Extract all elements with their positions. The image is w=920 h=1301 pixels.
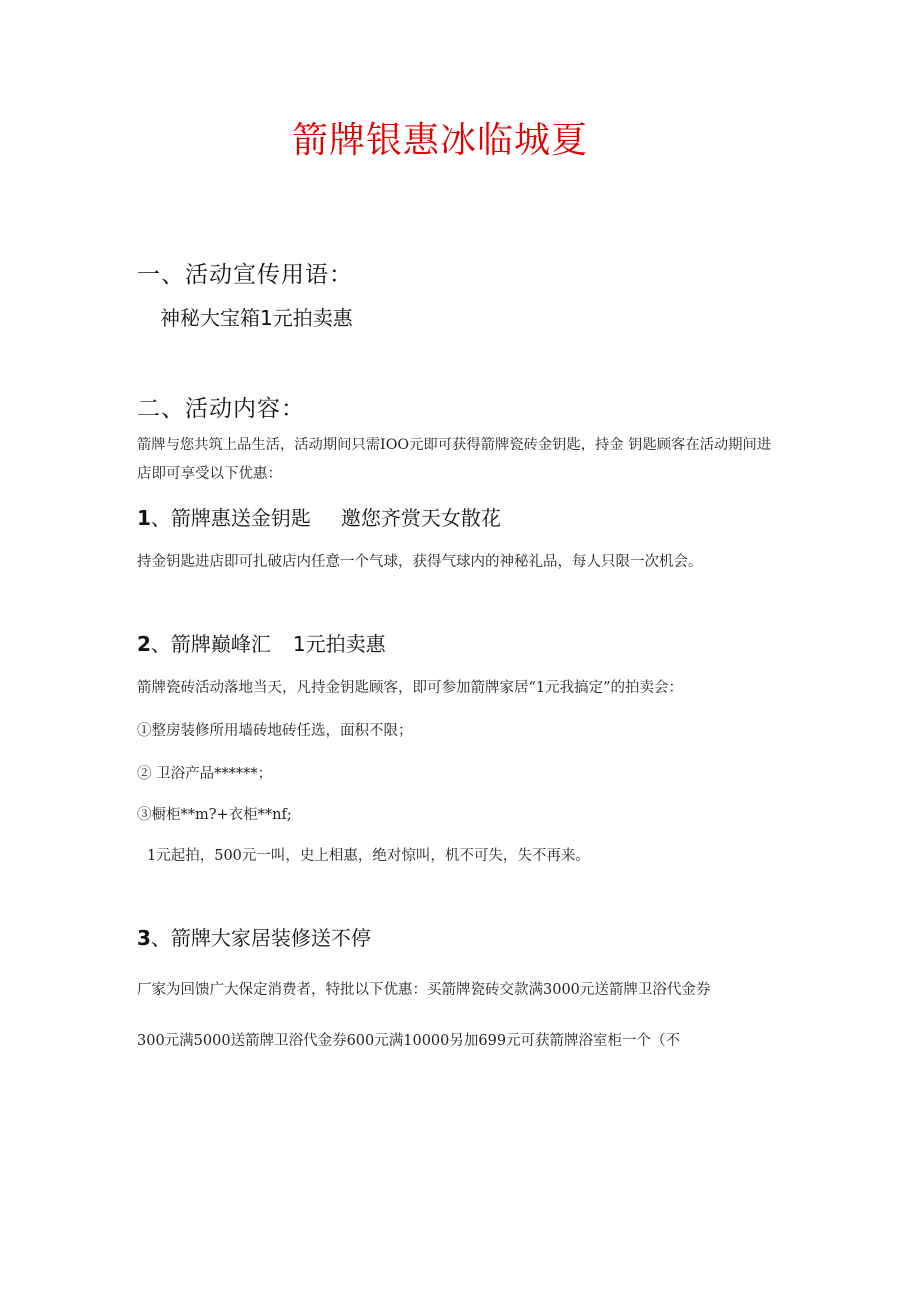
item2-option-1: ①整房装修所用墙砖地砖任选，面积不限； bbox=[137, 723, 413, 739]
item2-title-b: 1元拍卖惠 bbox=[292, 632, 386, 656]
section1-heading: 一、活动宣传用语： bbox=[137, 262, 353, 288]
item2-description: 箭牌瓷砖活动落地当天，凡持金钥匙顾客，即可参加箭牌家居“1元我搞定”的拍卖会： bbox=[137, 680, 684, 696]
item1-title-a: 、箭牌惠送金钥匙 bbox=[150, 506, 311, 530]
item2-title-a: 、箭牌巅峰汇 bbox=[150, 632, 271, 656]
item3-title-a: 、箭牌大家居装修送不停 bbox=[150, 926, 371, 950]
intro-line-1: 箭牌与您共筑上品生活，活动期间只需IOO元即可获得箭牌瓷砖金钥匙，持金 钥匙顾客在活动期间进 bbox=[137, 437, 772, 453]
item3-heading bbox=[137, 922, 371, 951]
item2-option-3: ③橱柜**m?+衣柜**nf; bbox=[137, 807, 292, 823]
intro-line-2: 店即可享受以下优惠： bbox=[137, 466, 282, 482]
item3-description-line-1: 厂家为回馈广大保定消费者，特批以下优惠：买箭牌瓷砖交款满3000元送箭牌卫浴代金券 bbox=[137, 982, 711, 998]
item3-number: 3 bbox=[137, 926, 151, 950]
item2-note: 1元起拍，500元一叫，史上相惠，绝对惊叫，机不可失，失不再来。 bbox=[147, 848, 590, 864]
item1-description: 持金钥匙进店即可扎破店内任意一个气球，获得气球内的神秘礼品，每人只限一次机会。 bbox=[137, 554, 703, 570]
item1-title-b: 邀您齐赏天女散花 bbox=[340, 506, 501, 530]
document-title: 箭牌银惠冰临城夏 bbox=[291, 120, 588, 161]
item1-number: 1 bbox=[137, 506, 151, 530]
item3-description-line-2: 300元满5000送箭牌卫浴代金券600元满10000另加699元可获箭牌浴室柜一个（不 bbox=[137, 1033, 681, 1049]
item2-option-2: ② 卫浴产品******； bbox=[137, 766, 273, 782]
slogan: 神秘大宝箱1元拍卖惠 bbox=[160, 306, 353, 330]
section2-heading: 二、活动内容： bbox=[137, 396, 305, 422]
item1-heading bbox=[137, 502, 501, 531]
item2-number: 2 bbox=[137, 632, 151, 656]
item2-heading bbox=[137, 628, 386, 657]
